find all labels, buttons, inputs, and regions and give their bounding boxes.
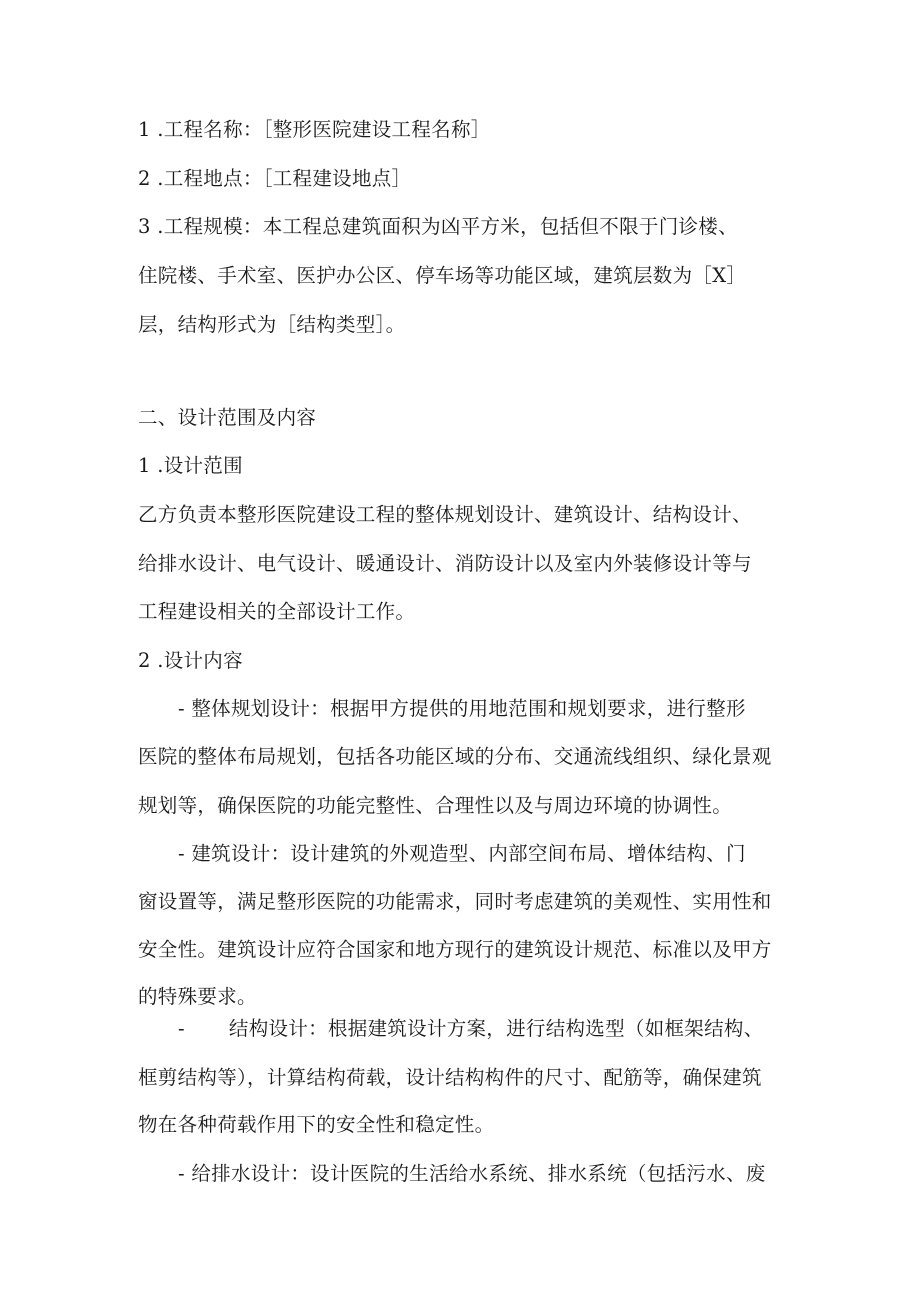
project-scale-line-3: 层，结构形式为［结构类型］。 [138, 313, 406, 336]
project-name: 1 .工程名称：［整形医院建设工程名称］ [138, 118, 491, 141]
structure-line-1-text: 结构设计：根据建筑设计方案，进行结构选型（如框架结构、 [228, 1017, 764, 1040]
structure-line-3: 物在各种荷载作用下的安全性和稳定性。 [138, 1113, 495, 1136]
content-heading: 2 .设计内容 [138, 649, 243, 672]
architecture-line-4: 的特殊要求。 [138, 985, 257, 1008]
planning-line-3: 规划等，确保医院的功能完整性、合理性以及与周边环境的协调性。 [138, 794, 733, 817]
architecture-line-1: - 建筑设计：设计建筑的外观造型、内部空间布局、增体结构、门 [178, 842, 746, 865]
project-scale-line-1: 3 .工程规模：本工程总建筑面积为凶平方米，包括但不限于门诊楼、 [138, 215, 738, 238]
project-scale-line-2: 住院楼、手术室、医护办公区、停车场等功能区域，建筑层数为［X］ [138, 264, 747, 287]
scope-heading: 1 .设计范围 [138, 454, 243, 477]
scope-line-1: 乙方负责本整形医院建设工程的整体规划设计、建筑设计、结构设计、 [138, 503, 752, 526]
planning-line-1: - 整体规划设计：根据甲方提供的用地范围和规划要求，进行整形 [178, 697, 746, 720]
structure-line-2: 框剪结构等），计算结构荷载，设计结构构件的尺寸、配筋等，确保建筑 [138, 1066, 762, 1089]
plumbing-line-1: - 给排水设计：设计医院的生活给水系统、排水系统（包括污水、废 [178, 1162, 766, 1185]
project-location: 2 .工程地点：［工程建设地点］ [138, 167, 412, 190]
architecture-line-3: 安全性。建筑设计应符合国家和地方现行的建筑设计规范、标准以及甲方 [138, 938, 772, 961]
scope-line-3: 工程建设相关的全部设计工作。 [138, 600, 416, 623]
structure-line-1 [178, 1017, 764, 1041]
planning-line-2: 医院的整体布局规划，包括各功能区域的分布、交通流线组织、绿化景观 [138, 745, 772, 768]
architecture-line-2: 窗设置等，满足整形医院的功能需求，同时考虑建筑的美观性、实用性和 [138, 890, 772, 913]
section-heading: 二、设计范围及内容 [138, 406, 317, 429]
structure-dash: - [178, 1017, 185, 1040]
scope-line-2: 给排水设计、电气设计、暖通设计、消防设计以及室内外装修设计等与 [138, 552, 752, 575]
